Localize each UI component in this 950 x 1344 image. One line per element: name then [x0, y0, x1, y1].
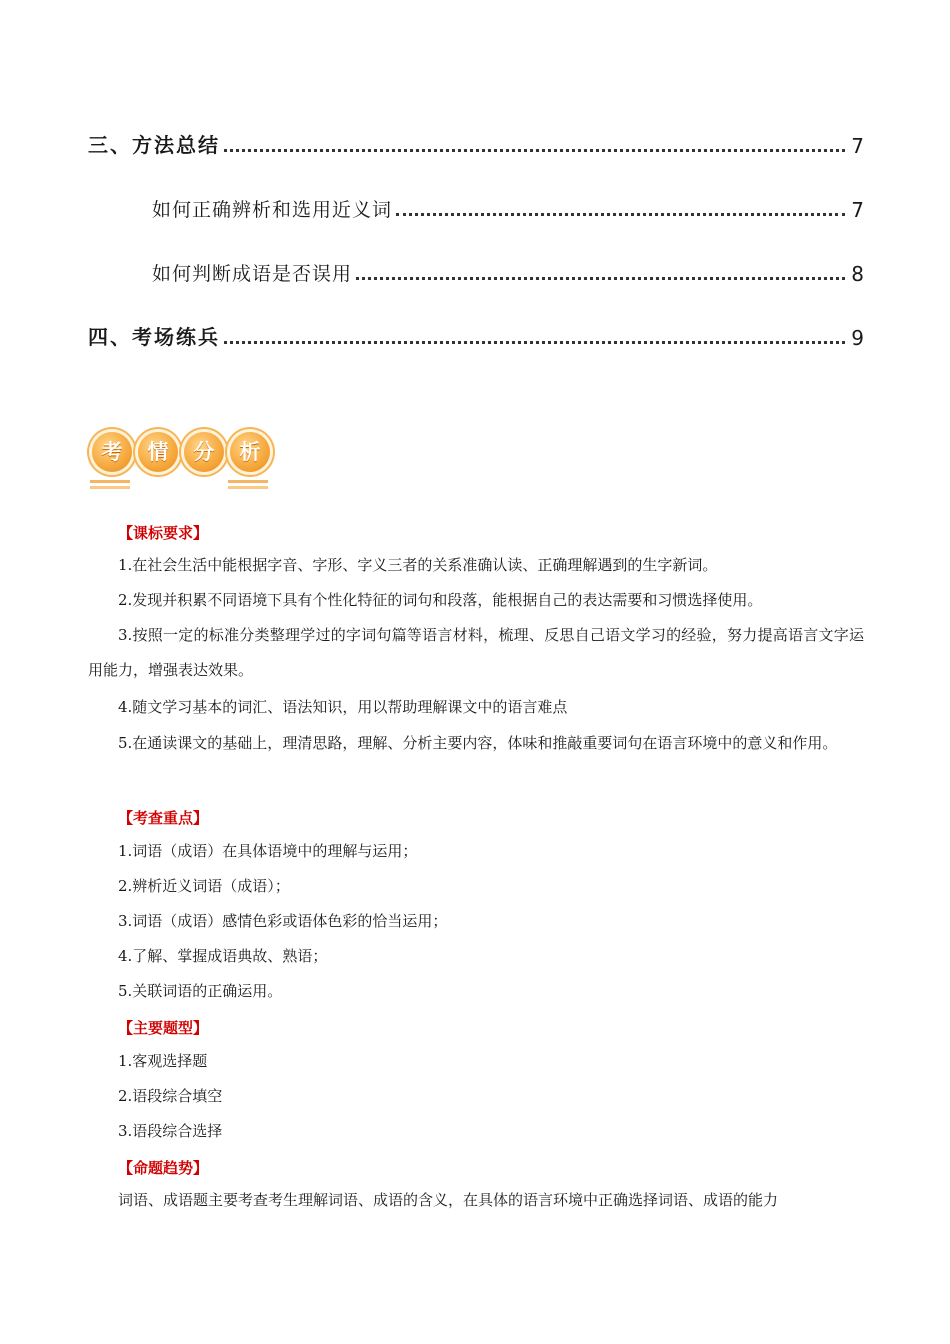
- toc-leader-dots: [396, 211, 845, 216]
- banner-underline: [90, 486, 130, 489]
- standards-item: 5.在通读课文的基础上，理清思路，理解、分析主要内容，体味和推敲重要词句在语言环境中的意义和作用。: [118, 734, 838, 752]
- section-title-types: 【主要题型】: [118, 1019, 209, 1037]
- section-title-trend: 【命题趋势】: [118, 1159, 209, 1177]
- focus-item: 5.关联词语的正确运用。: [118, 982, 283, 1000]
- banner-char: 分: [184, 432, 224, 472]
- banner-underline: [228, 480, 268, 483]
- banner-underline: [90, 480, 130, 483]
- toc-label: 如何正确辨析和选用近义词: [152, 199, 393, 221]
- types-item: 3.语段综合选择: [118, 1122, 223, 1140]
- standards-item: 4.随文学习基本的词汇、语法知识，用以帮助理解课文中的语言难点: [118, 698, 568, 716]
- toc-leader-dots: [224, 339, 845, 344]
- banner-char: 析: [230, 432, 270, 472]
- toc-page-number: 8: [851, 262, 864, 286]
- toc-entry-exam-practice[interactable]: [88, 314, 864, 350]
- types-item: 2.语段综合填空: [118, 1087, 223, 1105]
- focus-item: 4.了解、掌握成语典故、熟语；: [118, 947, 328, 965]
- standards-item: 1.在社会生活中能根据字音、字形、字义三者的关系准确认读、正确理解遇到的生字新词。: [118, 556, 718, 574]
- toc-page-number: 7: [851, 134, 864, 158]
- toc-leader-dots: [224, 147, 845, 152]
- toc-label: 三、方法总结: [88, 133, 220, 157]
- banner-char: 情: [138, 432, 178, 472]
- types-item: 1.客观选择题: [118, 1052, 208, 1070]
- toc-entry-method-summary[interactable]: [88, 122, 864, 158]
- section-title-standards: 【课标要求】: [118, 524, 209, 542]
- toc-entry-synonyms[interactable]: [152, 186, 864, 222]
- toc-label: 如何判断成语是否误用: [152, 263, 353, 285]
- toc-page-number: 9: [851, 326, 864, 350]
- section-title-focus: 【考查重点】: [118, 809, 209, 827]
- focus-item: 3.词语（成语）感情色彩或语体色彩的恰当运用；: [118, 912, 448, 930]
- standards-item: 3.按照一定的标准分类整理学过的字词句篇等语言材料，梳理、反思自己语文学习的经验，努力提高语言文字运用能力，增强表达效果。: [88, 626, 864, 679]
- banner-underline: [228, 486, 268, 489]
- trend-paragraph: 词语、成语题主要考查考生理解词语、成语的含义，在具体的语言环境中正确选择词语、成语的能力: [118, 1191, 779, 1209]
- focus-item: 1.词语（成语）在具体语境中的理解与运用；: [118, 842, 418, 860]
- standards-item: 2.发现并积累不同语境下具有个性化特征的词句和段落，能根据自己的表达需要和习惯选择使用。: [118, 591, 763, 609]
- banner-char: 考: [92, 432, 132, 472]
- toc-entry-idiom-misuse[interactable]: [152, 250, 864, 286]
- focus-item: 2.辨析近义词语（成语）；: [118, 877, 290, 895]
- toc-page-number: 7: [851, 198, 864, 222]
- toc-label: 四、考场练兵: [88, 325, 220, 349]
- exam-analysis-banner: [88, 428, 270, 492]
- toc-leader-dots: [356, 275, 845, 280]
